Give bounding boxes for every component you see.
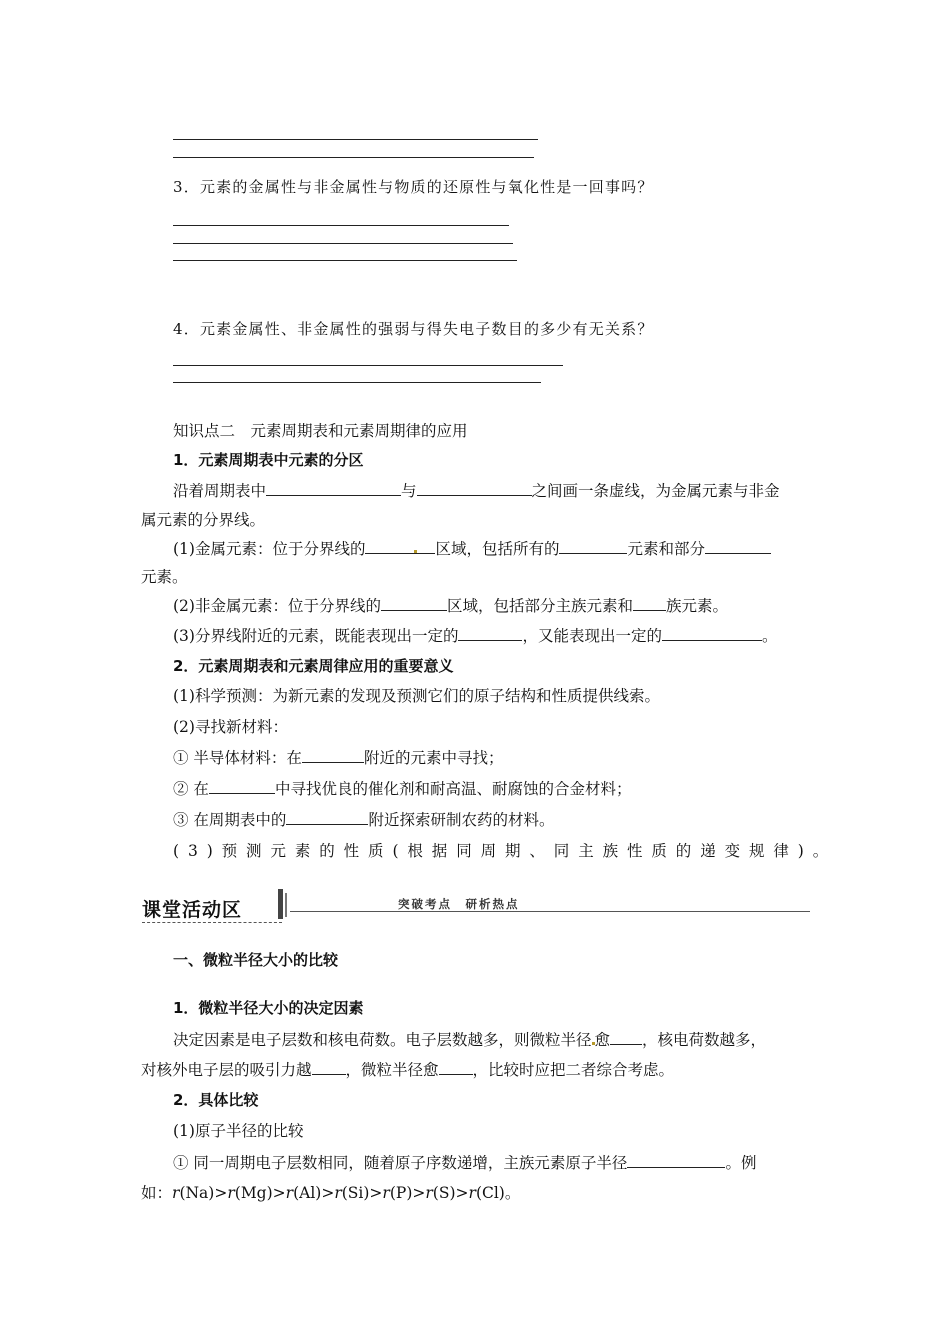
fill-blank[interactable] — [662, 626, 762, 641]
element-symbol: (Na) — [179, 1184, 215, 1202]
fill-blank[interactable] — [633, 596, 666, 611]
paragraph-continued: 元素。 — [141, 568, 188, 586]
fill-blank[interactable] — [705, 539, 771, 554]
section-2-title: 2．元素周期表和元素周律应用的重要意义 — [173, 657, 454, 675]
fill-blank[interactable] — [417, 481, 532, 496]
subsection-title: 1．微粒半径大小的决定因素 — [173, 999, 364, 1017]
section-1-title: 1．元素周期表中元素的分区 — [173, 451, 364, 469]
radius-formula — [172, 1184, 520, 1202]
list-item: ① 半导体材料：在 附近的元素中寻找； — [173, 749, 504, 767]
knowledge-point-2-title: 知识点二 元素周期表和元素周期律的应用 — [173, 422, 468, 440]
element-symbol: (S) — [432, 1184, 456, 1202]
radius-symbol: r — [382, 1184, 390, 1202]
highlight-dot — [414, 550, 417, 553]
list-item: (1)科学预测：为新元素的发现及预测它们的原子结构和性质提供线索。 — [173, 687, 660, 705]
element-symbol: (Mg) — [234, 1184, 273, 1202]
fill-blank[interactable] — [559, 539, 627, 554]
list-item: ③ 在周期表中的 附近探索研制农药的材料。 — [173, 811, 555, 829]
greater-than-sign: > — [455, 1184, 469, 1202]
paragraph: (1)金属元素：位于分界线的 区域，包括所有的 元素和部分 — [173, 539, 771, 559]
paragraph: 沿着周期表中 与 之间画一条虚线，为金属元素与非金 — [173, 482, 780, 500]
radius-symbol: r — [172, 1184, 180, 1202]
banner-bar — [285, 893, 287, 917]
list-item: (3)预测元素的性质(根据同周期、同主族性质的递变规律)。 — [173, 842, 838, 860]
fill-blank[interactable] — [266, 481, 401, 496]
fill-blank[interactable] — [365, 539, 435, 554]
element-symbol: (Al) — [293, 1184, 322, 1202]
formula-line: 如：r(Na)>r(Mg)>r(Al)>r(Si)>r(P)>r(S)>r(Cl)。 — [141, 1184, 521, 1202]
list-item: (2)寻找新材料： — [173, 718, 288, 736]
radius-symbol: r — [285, 1184, 294, 1202]
paragraph: (3)分界线附近的元素，既能表现出一定的 ，又能表现出一定的 。 — [173, 627, 778, 645]
banner-bar — [278, 889, 283, 919]
fill-blank[interactable] — [458, 626, 522, 641]
fill-blank[interactable] — [381, 596, 447, 611]
banner-rule — [290, 911, 810, 912]
section-heading: 一、微粒半径大小的比较 — [173, 951, 339, 969]
question-3: 3．元素的金属性与非金属性与物质的还原性与氧化性是一回事吗？ — [173, 178, 654, 196]
answer-line — [173, 157, 534, 158]
greater-than-sign: > — [214, 1184, 228, 1202]
question-4: 4．元素金属性、非金属性的强弱与得失电子数目的多少有无关系？ — [173, 320, 654, 338]
answer-line — [173, 225, 509, 226]
element-symbol: (Cl) — [475, 1184, 505, 1202]
fill-blank[interactable] — [610, 1030, 642, 1045]
fill-blank[interactable] — [627, 1153, 725, 1168]
paragraph: ① 同一周期电子层数相同，随着原子序数递增，主族元素原子半径 。例 — [173, 1154, 757, 1172]
radius-symbol: r — [425, 1184, 433, 1202]
fill-blank[interactable] — [286, 810, 368, 825]
fill-blank[interactable] — [439, 1060, 473, 1075]
answer-line — [173, 243, 513, 244]
element-symbol: (P) — [389, 1184, 413, 1202]
fill-blank[interactable] — [312, 1060, 346, 1075]
answer-line — [173, 139, 538, 140]
answer-line — [173, 382, 541, 383]
paragraph-continued: 对核外电子层的吸引力越 ，微粒半径愈 ，比较时应把二者综合考虑。 — [141, 1061, 675, 1079]
paragraph: 决定因素是电子层数和核电荷数。电子层数越多，则微粒半径 愈 ，核电荷数越多， — [173, 1031, 767, 1049]
answer-line — [173, 365, 563, 366]
paragraph-continued: 属元素的分界线。 — [141, 511, 266, 529]
formula-end: 。 — [504, 1184, 521, 1202]
greater-than-sign: > — [272, 1184, 286, 1202]
list-item: ② 在 中寻找优良的催化剂和耐高温、耐腐蚀的合金材料； — [173, 780, 632, 798]
radius-symbol: r — [334, 1184, 342, 1202]
greater-than-sign: > — [369, 1184, 383, 1202]
list-item: (1)原子半径的比较 — [173, 1122, 304, 1140]
fill-blank[interactable] — [209, 779, 275, 794]
banner-underline — [142, 922, 282, 923]
element-symbol: (Si) — [341, 1184, 370, 1202]
section-banner-title: 课堂活动区 — [142, 899, 243, 921]
section-banner-subtitle: 突破考点 研析热点 — [398, 897, 520, 911]
subsection-title: 2．具体比较 — [173, 1091, 259, 1109]
radius-symbol: r — [468, 1184, 476, 1202]
fill-blank[interactable] — [302, 748, 364, 763]
radius-symbol: r — [227, 1184, 235, 1202]
answer-line — [173, 260, 517, 261]
greater-than-sign: > — [321, 1184, 335, 1202]
paragraph: (2)非金属元素：位于分界线的 区域，包括部分主族元素和 族元素。 — [173, 597, 728, 615]
greater-than-sign: > — [412, 1184, 426, 1202]
